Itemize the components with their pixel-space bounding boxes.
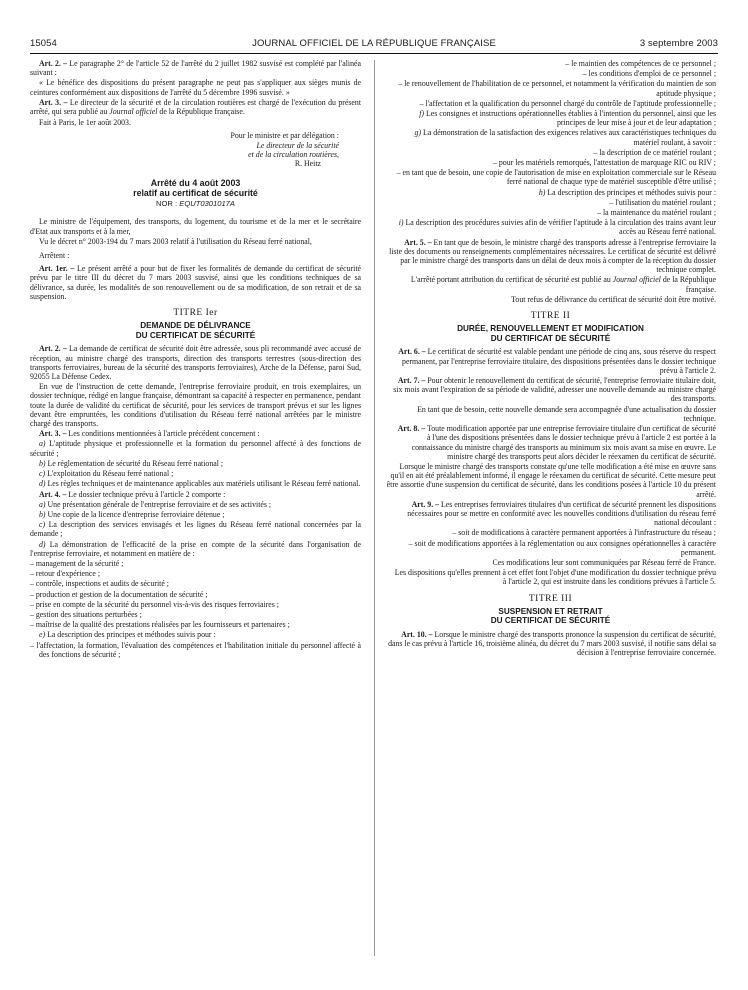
list-item: – contrôle, inspections et audits de sécurité ; bbox=[30, 579, 169, 589]
item-f bbox=[385, 109, 716, 127]
list-item: – gestion des situations perturbées ; bbox=[30, 609, 142, 619]
t1-art2-text: La demande de certificat de sécurité doit être adressée, sous pli recommandé avec accusé de réception, au ministre chargé des transports, direction des transports terrestres (sous-direction des transports ferroviaires, bureau de la sécurité des transports ferroviaires), Arche de la Défense, paroi Sud, 92055 La Défense Cedex. bbox=[30, 344, 361, 382]
list-item: – production et gestion de la documentation de sécurité ; bbox=[30, 589, 208, 599]
right-column bbox=[385, 59, 716, 659]
art6-label: Art. 6. – bbox=[398, 347, 426, 357]
publication-date: 3 septembre 2003 bbox=[639, 38, 718, 49]
art3-text: Le directeur de la sécurité et de la circulation routières est chargé de l'exécution du présent arrêté, qui sera publié au bbox=[30, 97, 362, 117]
item-key: g) bbox=[414, 128, 422, 138]
item-key: a) bbox=[39, 499, 46, 509]
titre-1-subtitle bbox=[30, 321, 361, 340]
list-item: – l'utilisation du matériel roulant ; bbox=[609, 197, 716, 207]
preamble-2: Vu le décret n° 2003-194 du 7 mars 2003 relatif à l'utilisation du Réseau ferré national, bbox=[39, 236, 312, 246]
art3-text-end: de la République française. bbox=[159, 107, 245, 117]
list-item: – l'affectation et la qualification du personnel chargé du contrôle de l'aptitude professionnelle ; bbox=[419, 98, 716, 108]
t1-art4-d bbox=[30, 540, 361, 558]
left-column bbox=[30, 59, 361, 660]
item-key: a) bbox=[39, 439, 46, 449]
art7-text: Pour obtenir le renouvellement du certificat de sécurité, l'entreprise ferroviaire titulaire doit, six mois avant l'expiration de sa période de validité, adresser une nouvelle demande au ministre chargé des transports. bbox=[393, 376, 716, 404]
art9-label: Art. 9. – bbox=[411, 499, 440, 509]
art10-paragraph bbox=[385, 630, 716, 658]
preamble-1: Le ministre de l'équipement, des transports, du logement, du tourisme et de la mer et le secrétaire d'Etat aux transports et à la mer, bbox=[30, 217, 361, 236]
arretent: Arrêtent : bbox=[39, 251, 70, 261]
list-item: – prise en compte de la sécurité du personnel vis-à-vis des risques ferroviaires ; bbox=[30, 599, 279, 609]
signature-line-2: Le directeur de la sécurité bbox=[256, 140, 339, 150]
item-text: La description des principes et méthodes suivis pour : bbox=[47, 630, 216, 640]
arrete-title-line-1: Arrêté du 4 août 2003 bbox=[150, 178, 241, 189]
list-item: – le maintien des compétences de ce personnel ; bbox=[565, 59, 716, 68]
list-item: – les conditions d'emploi de ce personnel ; bbox=[582, 69, 716, 79]
list-item: – pour les matériels remorqués, l'attestation de marquage RIC ou RIV ; bbox=[492, 158, 716, 168]
titre-2-subtitle-line-2: DU CERTIFICAT DE SÉCURITÉ bbox=[490, 333, 611, 343]
titre-1-subtitle-line-2: DU CERTIFICAT DE SÉCURITÉ bbox=[135, 330, 256, 340]
art2-label: Art. 2. – bbox=[39, 59, 68, 68]
t1-art4-paragraph bbox=[30, 490, 361, 499]
art10-label: Art. 10. – bbox=[401, 629, 433, 639]
item-key: d) bbox=[39, 539, 46, 549]
nor-code: EQUT0301017A bbox=[179, 199, 235, 209]
item-text: L'aptitude physique et professionnelle et la formation du personnel affecté à des fonctions de sécurité ; bbox=[30, 439, 361, 458]
t1-art3-a bbox=[30, 439, 361, 457]
item-text: Une présentation générale de l'entreprise ferroviaire et de ses activités ; bbox=[47, 499, 272, 509]
item-h bbox=[385, 188, 716, 197]
titre-2: TITRE II bbox=[530, 311, 571, 322]
art6-text: Le certificat de sécurité est valable pendant une période de cinq ans, sous réserve du respect permanent, par l'entreprise ferroviaire titulaire, des dispositions présentées dans le dossier technique prévu à l'article 2. bbox=[402, 347, 716, 375]
header-rule bbox=[30, 53, 718, 54]
art5-p3: Tout refus de délivrance du certificat de sécurité doit être motivé. bbox=[511, 294, 716, 304]
art9-p2: Ces modifications leur sont communiquées par Réseau ferré de France. bbox=[492, 557, 716, 567]
journal-officiel-ref: Journal officiel bbox=[109, 107, 158, 117]
art8-paragraph bbox=[385, 424, 716, 461]
t1-art3-d bbox=[30, 479, 361, 488]
t1-art2-p2: En vue de l'instruction de cette demande, l'entreprise ferroviaire produit, en trois exemplaires, un dossier technique, rédigé en langue française, démontrant sa capacité à respecter en permanence, pendant toute la durée de validité du certificat de sécurité, pour les services de transport prévus et sur les lignes devant être empruntées, les conditions d'utilisation du Réseau ferré national arrêtées par le ministre chargé des transports. bbox=[30, 382, 361, 429]
list-item: – management de la sécurité ; bbox=[30, 558, 124, 568]
item-text: La description des principes et méthodes suivis pour : bbox=[547, 187, 716, 197]
signature-name: R. Heitz bbox=[294, 159, 321, 169]
journal-officiel-ref: Journal officiel bbox=[612, 275, 661, 285]
titre-3-subtitle-line-2: DU CERTIFICAT DE SÉCURITÉ bbox=[490, 616, 611, 626]
t1-art2-label: Art. 2. – bbox=[39, 344, 67, 354]
item-g bbox=[385, 128, 716, 146]
art3-label: Art. 3. – bbox=[39, 97, 68, 107]
art7-p2: En tant que de besoin, cette nouvelle demande sera accompagnée d'une actualisation du dossier technique. bbox=[417, 404, 716, 423]
list-item: – le renouvellement de l'habilitation de ce personnel, et notamment la vérification du maintien de son aptitude physique ; bbox=[398, 79, 716, 98]
item-text: Les règles techniques et de maintenance applicables aux matériels utilisant le Réseau ferré national. bbox=[47, 479, 361, 489]
list-item: – retour d'expérience ; bbox=[30, 569, 101, 579]
item-i bbox=[385, 218, 716, 236]
art2-quote: « Le bénéfice des dispositions du présent paragraphe ne peut pas s'appliquer aux sièges munis de ceintures conformément aux dispositions de l'arrêté du 5 décembre 1996 susvisé. » bbox=[30, 78, 361, 97]
t1-art2-paragraph bbox=[30, 344, 361, 381]
item-text: La démonstration de l'efficacité de la prise en compte de la sécurité dans l'organisation de l'entreprise ferroviaire, et notamment en matière de : bbox=[30, 539, 361, 558]
signature-line-1: Pour le ministre et par délégation : bbox=[230, 131, 339, 141]
item-key: e) bbox=[39, 630, 46, 640]
t1-art4-b bbox=[30, 510, 361, 519]
list-item: – soit de modifications apportées à la réglementation ou aux consignes opérationnelles à caractère permanent. bbox=[408, 538, 716, 557]
art3-paragraph bbox=[30, 98, 361, 116]
page-header bbox=[30, 38, 718, 52]
art7-label: Art. 7. – bbox=[397, 376, 426, 386]
t1-art4-text: Le dossier technique prévu à l'article 2 comporte : bbox=[68, 489, 226, 499]
page-number: 15054 bbox=[30, 38, 57, 49]
t1-art4-c bbox=[30, 520, 361, 538]
fait-a-paris: Fait à Paris, le 1er août 2003. bbox=[39, 118, 131, 128]
art5-p2-text: L'arrêté portant attribution du certificat de sécurité est publié au bbox=[410, 275, 611, 285]
t1-art3-label: Art. 3. – bbox=[39, 429, 67, 439]
item-text: Les consignes et instructions opérationnelles établies à l'intention du personnel, ainsi que les principes de leur mise à jour et de leur adaptation ; bbox=[425, 109, 716, 128]
art6-paragraph bbox=[385, 347, 716, 375]
list-item: – la description de ce matériel roulant ; bbox=[593, 147, 716, 157]
titre-1-subtitle-line-1: DEMANDE DE DÉLIVRANCE bbox=[140, 321, 251, 331]
item-text: La description des procédures suivies afin de vérifier l'aptitude à la circulation des trains avant leur accès au Réseau ferré national. bbox=[405, 218, 716, 237]
art5-paragraph bbox=[385, 238, 716, 275]
item-key: c) bbox=[39, 520, 46, 530]
item-key: h) bbox=[538, 187, 546, 197]
t1-art3-paragraph bbox=[30, 429, 361, 438]
titre-2-subtitle bbox=[385, 324, 716, 343]
t1-art3-text: Les conditions mentionnées à l'article précédent concernent : bbox=[68, 429, 260, 439]
art1-text: Le présent arrêté a pour but de fixer les formalités de demande du certificat de sécurité prévu par le titre III du décret du 7 mars 2003 susvisé, ainsi que les conditions techniques de sa délivrance, sa durée, les modalités de son renouvellement ou de sa modification, de son retrait et de sa suspension. bbox=[30, 264, 361, 301]
item-key: b) bbox=[39, 509, 46, 519]
t1-art4-e bbox=[30, 630, 361, 639]
art5-label: Art. 5. – bbox=[404, 237, 432, 247]
t1-art4-label: Art. 4. – bbox=[39, 489, 67, 499]
item-key: f) bbox=[419, 109, 424, 119]
t1-art3-b bbox=[30, 459, 361, 468]
item-text: L'exploitation du Réseau ferré national ; bbox=[47, 469, 174, 479]
list-item: – en tant que de besoin, une copie de l'autorisation de mise en exploitation commerciale sur le Réseau ferré national de chaque type de matériel susceptible d'être utilisé ; bbox=[396, 168, 716, 187]
list-item: – la maintenance du matériel roulant ; bbox=[597, 208, 716, 218]
arrete-title bbox=[30, 178, 361, 198]
item-key: c) bbox=[39, 469, 46, 479]
nor-reference bbox=[30, 199, 361, 208]
item-text: La démonstration de la satisfaction des exigences relatives aux caractéristiques techniques du matériel roulant, à savoir : bbox=[423, 128, 716, 147]
art7-paragraph bbox=[385, 376, 716, 404]
item-text: La description des services envisagés et les lignes du Réseau ferré national concernées par la demande ; bbox=[30, 520, 361, 539]
titre-2-subtitle-line-1: DURÉE, RENOUVELLEMENT ET MODIFICATION bbox=[457, 324, 644, 334]
titre-3-subtitle-line-1: SUSPENSION ET RETRAIT bbox=[498, 606, 603, 616]
art9-paragraph bbox=[385, 500, 716, 528]
art9-p3: Les dispositions qu'elles prennent à cet effet font l'objet d'une modification du dossier technique prévu à l'article 2, qui est instruite dans les conditions prévues à l'article 5. bbox=[394, 568, 716, 587]
arrete-title-line-2: relatif au certificat de sécurité bbox=[133, 188, 258, 199]
art1-paragraph bbox=[30, 264, 361, 301]
journal-title: JOURNAL OFFICIEL DE LA RÉPUBLIQUE FRANÇAISE bbox=[252, 38, 496, 49]
art5-p2-end: de la République française. bbox=[662, 275, 716, 294]
item-key: i) bbox=[398, 218, 404, 228]
titre-3: TITRE III bbox=[528, 593, 573, 604]
column-separator bbox=[374, 60, 375, 956]
item-key: d) bbox=[39, 479, 46, 489]
titre-3-subtitle bbox=[385, 607, 716, 626]
t1-art3-c bbox=[30, 469, 361, 478]
item-text: Le réglementation de sécurité du Réseau ferré national ; bbox=[47, 458, 224, 468]
t1-art4-a bbox=[30, 500, 361, 509]
art2-paragraph bbox=[30, 59, 361, 77]
art10-text: Lorsque le ministre chargé des transports prononce la suspension du certificat de sécurité, dans le cas prévu à l'article 16, troisième alinéa, du décret du 7 mars 2003 susvisé, il notifie sans délai sa décision à l'entreprise ferroviaire concernée. bbox=[388, 629, 716, 658]
art9-text: Les entreprises ferroviaires titulaires d'un certificat de sécurité prennent les dispositions nécessaires pour se mettre en conformité avec les nouvelles conditions d'utilisation du réseau ferré national découlant : bbox=[407, 499, 716, 528]
art2-text: Le paragraphe 2° de l'article 52 de l'arrêté du 2 juillet 1982 susvisé est complété par l'alinéa suivant : bbox=[30, 59, 361, 78]
art5-p2 bbox=[385, 275, 716, 293]
art8-p2: Lorsque le ministre chargé des transports constate qu'une telle modification a été mise en œuvre sans qu'il en ait été préalablement informé, il engage le réexamen du certificat de sécurité. Cette mesure peut être assortie d'une suspension du certificat de sécurité, dans les conditions posées à l'article 10 du présent arrêté. bbox=[386, 461, 716, 499]
nor-label: NOR : bbox=[156, 199, 178, 209]
art5-text: En tant que de besoin, le ministre chargé des transports adresse à l'entreprise ferroviaire la liste des documents ou renseignements complémentaires nécessaires. Le certificat de sécurité est délivré par le ministre chargé des transports dans un délai de deux mois à compter de la réception du dossier technique complet. bbox=[389, 237, 716, 275]
titre-1: TITRE Ier bbox=[173, 308, 218, 319]
list-item: – soit de modifications à caractère permanent apportées à l'infrastructure du réseau ; bbox=[452, 528, 716, 538]
list-item: – maîtrise de la qualité des prestations réalisées par les fournisseurs et partenaires ; bbox=[30, 620, 290, 630]
art1-label: Art. 1er. – bbox=[39, 264, 75, 274]
list-item: – l'affectation, la formation, l'évaluation des compétences et l'habilitation initiale du personnel affecté à des fonctions de sécurité ; bbox=[30, 640, 361, 659]
art8-text: Toute modification apportée par une entreprise ferroviaire titulaire d'un certificat de sécurité à l'une des dispositions présentées dans le dossier technique prévu à l'article 2 est portée à la connaissance du ministre chargé des transports au minimum six mois avant sa mise en œuvre. Le ministre chargé des transports peut alors décider le réexamen du certificat de sécurité. bbox=[411, 424, 716, 461]
item-key: b) bbox=[39, 458, 46, 468]
signature-line-3: et de la circulation routières, bbox=[248, 149, 339, 159]
art8-label: Art. 8. – bbox=[397, 424, 426, 434]
item-text: Une copie de la licence d'entreprise ferroviaire détenue ; bbox=[47, 509, 225, 519]
